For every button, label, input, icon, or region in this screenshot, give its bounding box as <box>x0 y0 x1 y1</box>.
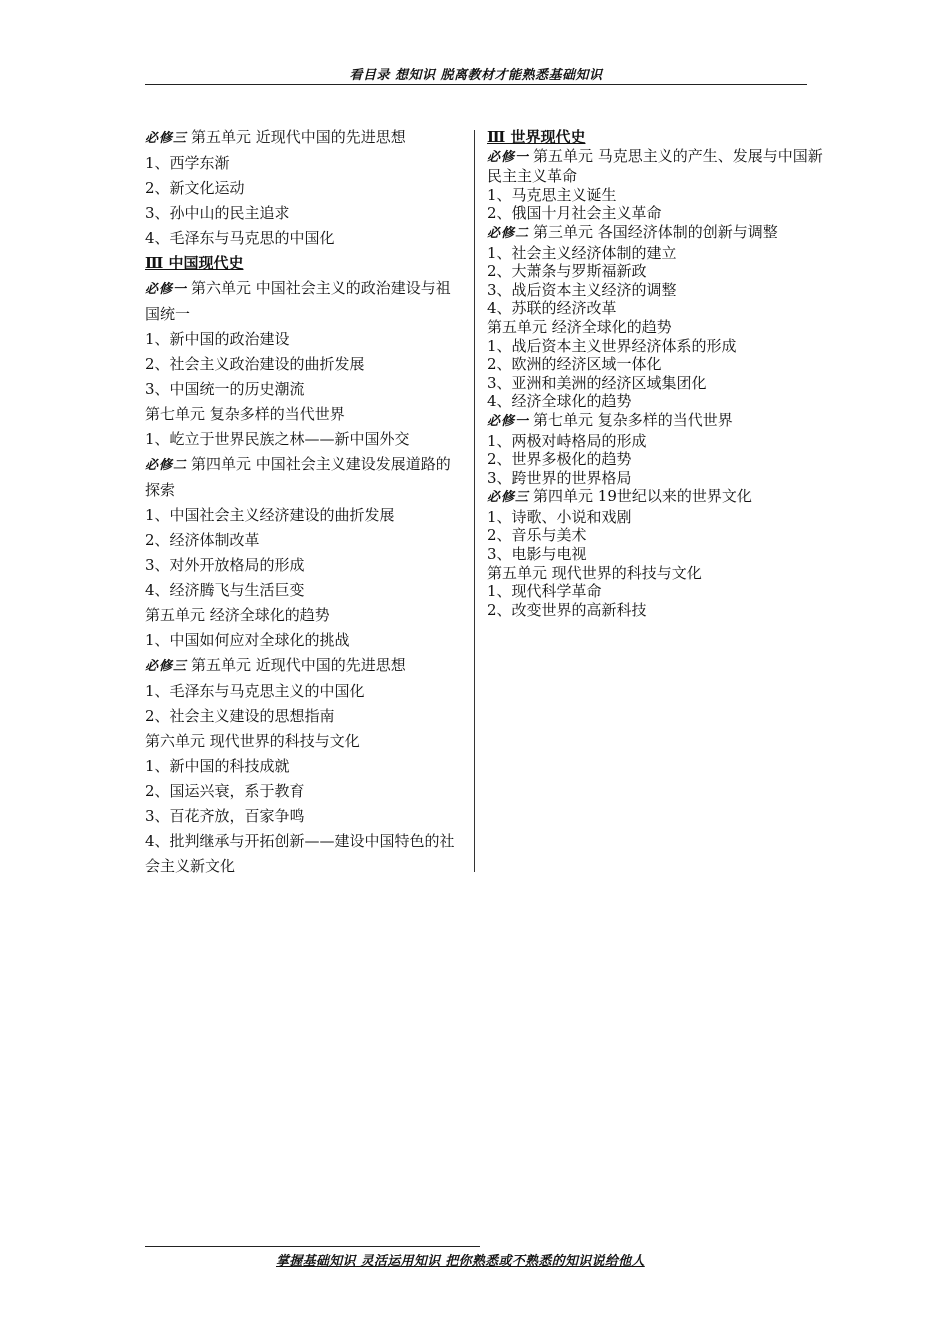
list-item: 1、毛泽东与马克思主义的中国化 <box>145 682 365 700</box>
page-header: 看目录 想知识 脱离教材才能熟悉基础知识 <box>145 64 807 85</box>
module-title: 第七单元 复杂多样的当代世界 <box>533 410 733 429</box>
list-item: 1、诗歌、小说和戏剧 <box>487 507 632 526</box>
module-badge: 必修三 <box>145 659 188 674</box>
list-item: 2、俄国十月社会主义革命 <box>487 204 662 223</box>
list-item: 3、电影与电视 <box>487 545 587 564</box>
module-badge: 必修二 <box>145 458 188 473</box>
module-heading <box>487 487 827 508</box>
module-badge: 必修二 <box>487 225 530 241</box>
list-item: 2、世界多极化的趋势 <box>487 450 632 469</box>
module-heading <box>145 276 463 327</box>
list-item: 第五单元 经济全球化的趋势 <box>145 606 330 624</box>
list-item: 2、欧洲的经济区域一体化 <box>487 355 662 374</box>
module-heading <box>145 653 463 679</box>
list-item: 1、新中国的政治建设 <box>145 330 290 348</box>
section-title: Ⅲ 世界现代史 <box>487 128 586 146</box>
list-item: 2、国运兴衰，系于教育 <box>145 782 305 800</box>
footer-rule <box>145 1246 480 1247</box>
module-title: 第五单元 马克思主义的产生、发展与中国新民主主义革命 <box>487 146 823 186</box>
left-column <box>145 125 463 879</box>
list-item: 2、经济体制改革 <box>145 531 260 549</box>
module-title: 第五单元 近现代中国的先进思想 <box>191 128 406 146</box>
list-item: 第五单元 经济全球化的趋势 <box>487 317 672 336</box>
list-item: 1、新中国的科技成就 <box>145 757 290 775</box>
section-heading <box>487 128 827 147</box>
module-badge: 必修一 <box>487 413 530 429</box>
list-item: 2、改变世界的高新科技 <box>487 600 647 619</box>
list-item: 4、毛泽东与马克思的中国化 <box>145 229 335 247</box>
page-footer: 掌握基础知识 灵活运用知识 把你熟悉或不熟悉的知识说给他人 <box>276 1254 645 1269</box>
list-item: 第六单元 现代世界的科技与文化 <box>145 732 360 750</box>
module-badge: 必修三 <box>487 490 530 506</box>
column-divider <box>474 130 475 872</box>
list-item: 1、西学东渐 <box>145 154 230 172</box>
list-item: 4、经济全球化的趋势 <box>487 392 632 411</box>
section-title: Ⅲ 中国现代史 <box>145 254 244 272</box>
list-item: 3、战后资本主义经济的调整 <box>487 280 677 299</box>
list-item: 1、中国如何应对全球化的挑战 <box>145 631 350 649</box>
list-item: 2、大萧条与罗斯福新政 <box>487 262 647 281</box>
list-item: 2、社会主义建设的思想指南 <box>145 707 335 725</box>
right-column <box>487 128 827 619</box>
list-item: 1、屹立于世界民族之林——新中国外交 <box>145 430 410 448</box>
list-item: 1、社会主义经济体制的建立 <box>487 243 677 262</box>
list-item: 3、孙中山的民主追求 <box>145 204 290 222</box>
list-item: 3、对外开放格局的形成 <box>145 556 305 574</box>
list-item: 2、新文化运动 <box>145 179 245 197</box>
list-item: 第七单元 复杂多样的当代世界 <box>145 405 345 423</box>
module-badge: 必修一 <box>487 149 530 165</box>
module-title: 第五单元 近现代中国的先进思想 <box>191 656 406 674</box>
list-item: 1、战后资本主义世界经济体系的形成 <box>487 336 737 355</box>
list-item: 2、音乐与美术 <box>487 526 587 545</box>
list-item: 1、现代科学革命 <box>487 582 602 601</box>
list-item: 4、经济腾飞与生活巨变 <box>145 581 305 599</box>
module-title: 第三单元 各国经济体制的创新与调整 <box>533 222 778 241</box>
module-heading <box>487 223 827 244</box>
list-item: 3、中国统一的历史潮流 <box>145 380 305 398</box>
module-badge: 必修三 <box>145 131 188 146</box>
list-item: 4、批判继承与开拓创新——建设中国特色的社会主义新文化 <box>145 832 455 875</box>
module-heading <box>145 125 463 151</box>
module-badge: 必修一 <box>145 282 188 297</box>
module-heading <box>487 147 827 186</box>
list-item: 3、亚洲和美洲的经济区域集团化 <box>487 373 707 392</box>
module-heading <box>145 452 463 503</box>
list-item: 3、跨世界的世界格局 <box>487 468 632 487</box>
list-item: 1、两极对峙格局的形成 <box>487 431 647 450</box>
module-heading <box>487 411 827 432</box>
list-item: 1、马克思主义诞生 <box>487 185 617 204</box>
list-item: 3、百花齐放，百家争鸣 <box>145 807 305 825</box>
module-title: 第四单元 中国社会主义建设发展道路的探索 <box>145 455 451 499</box>
list-item: 2、社会主义政治建设的曲折发展 <box>145 355 365 373</box>
module-title: 第四单元 19世纪以来的世界文化 <box>533 487 752 506</box>
list-item: 4、苏联的经济改革 <box>487 299 617 318</box>
list-item: 1、中国社会主义经济建设的曲折发展 <box>145 506 395 524</box>
list-item: 第五单元 现代世界的科技与文化 <box>487 563 702 582</box>
section-heading <box>145 251 463 276</box>
module-title: 第六单元 中国社会主义的政治建设与祖国统一 <box>145 279 451 323</box>
